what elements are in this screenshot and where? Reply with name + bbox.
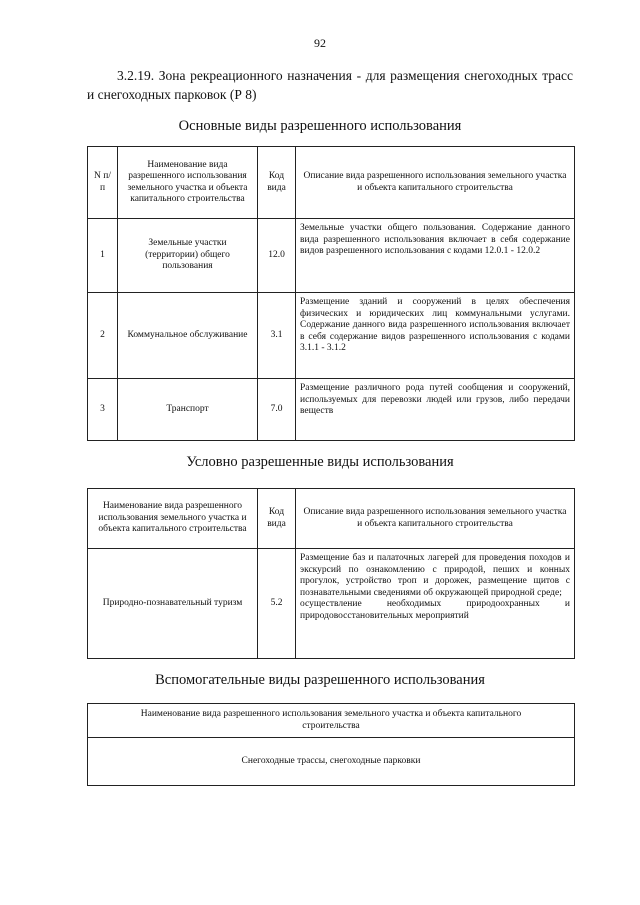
table-header-row bbox=[88, 147, 575, 219]
page-number: 92 bbox=[314, 36, 326, 50]
table-row bbox=[88, 738, 575, 786]
row-name: Природно-познавательный туризм bbox=[88, 549, 258, 659]
table-row bbox=[88, 379, 575, 441]
row-num: 3 bbox=[88, 379, 118, 441]
header-name: Наименование вида разрешенного использования земельного участка и объекта капитального строительства bbox=[88, 489, 258, 549]
row-code: 3.1 bbox=[258, 293, 296, 379]
header-name: Наименование вида разрешенного использования земельного участка и объекта капитального строительства bbox=[88, 704, 575, 738]
row-desc bbox=[296, 549, 575, 659]
main-uses-table bbox=[87, 146, 575, 441]
header-name: Наименование вида разрешенного использования земельного участка и объекта капитального строительства bbox=[118, 147, 258, 219]
conditional-uses-table bbox=[87, 488, 575, 659]
table-row bbox=[88, 549, 575, 659]
row-desc-line: Размещение баз и палаточных лагерей для проведения походов и экскурсий по ознакомлению с природой, пеших и конных прогулок, устройство троп и дорожек, размещение щитов с познавательными сведениями об окружающей природной среде; bbox=[300, 553, 570, 598]
table-header-row bbox=[88, 704, 575, 738]
table-header-row bbox=[88, 489, 575, 549]
row-code: 7.0 bbox=[258, 379, 296, 441]
row-name: Транспорт bbox=[118, 379, 258, 441]
conditional-uses-heading: Условно разрешенные виды использования bbox=[186, 454, 454, 470]
header-desc: Описание вида разрешенного использования земельного участка и объекта капитального строительства bbox=[296, 489, 575, 549]
header-num: N п/п bbox=[88, 147, 118, 219]
row-num: 2 bbox=[88, 293, 118, 379]
auxiliary-uses-table bbox=[87, 703, 575, 786]
table-row bbox=[88, 293, 575, 379]
row-desc: Размещение различного рода путей сообщения и сооружений, используемых для перевозки людей или грузов, либо передачи веществ bbox=[296, 379, 575, 441]
row-code: 12.0 bbox=[258, 219, 296, 293]
main-uses-heading: Основные виды разрешенного использования bbox=[178, 118, 462, 134]
row-name: Снегоходные трассы, снегоходные парковки bbox=[88, 738, 575, 786]
table-row bbox=[88, 219, 575, 293]
row-desc: Земельные участки общего пользования. Содержание данного вида разрешенного использования включает в себя содержание видов разрешенного использования с кодами 12.0.1 - 12.0.2 bbox=[296, 219, 575, 293]
header-desc: Описание вида разрешенного использования земельного участка и объекта капитального строительства bbox=[296, 147, 575, 219]
row-num: 1 bbox=[88, 219, 118, 293]
row-name: Земельные участки (территории) общего пользования bbox=[118, 219, 258, 293]
row-desc: Размещение зданий и сооружений в целях обеспечения физических и юридических лиц коммунальными услугами. Содержание данного вида разрешенного использования включает в себя содержание видов разрешенного использования с кодами 3.1.1 - 3.1.2 bbox=[296, 293, 575, 379]
row-name: Коммунальное обслуживание bbox=[118, 293, 258, 379]
row-desc-line: осуществление необходимых природоохранных и природовосстановительных мероприятий bbox=[300, 599, 570, 621]
auxiliary-uses-heading: Вспомогательные виды разрешенного использования bbox=[155, 672, 485, 688]
section-title: 3.2.19. Зона рекреационного назначения - для размещения снегоходных трасс и снегоходных парковок (Р 8) bbox=[87, 68, 573, 102]
row-code: 5.2 bbox=[258, 549, 296, 659]
header-code: Код вида bbox=[258, 489, 296, 549]
header-code: Код вида bbox=[258, 147, 296, 219]
